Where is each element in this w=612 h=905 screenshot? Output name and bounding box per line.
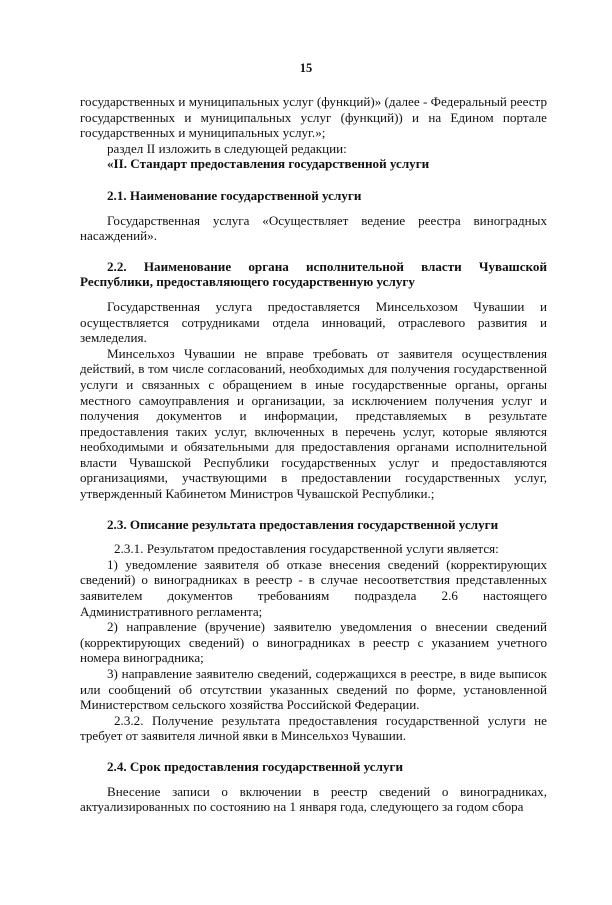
subsection-heading: 2.3. Описание результата предоставления государственной услуги <box>107 516 499 532</box>
paragraph: государственных и муниципальных услуг (функций)» (далее - Федеральный реестр государственных и муниципальных услуг (функций)) и на Едином портале государственных и муниципальных услуг.»; <box>80 94 547 141</box>
subsection-heading: 2.1. Наименование государственной услуги <box>107 187 362 203</box>
subsection-heading: 2.2. Наименование органа исполнительной власти Чувашской Республики, предоставляющего государственную услугу <box>80 258 547 290</box>
paragraph: 2.3.2. Получение результата предоставления государственной услуги не требует от заявителя личной явки в Минсельхоз Чувашии. <box>80 712 547 744</box>
list-item: 1) уведомление заявителя об отказе внесения сведений (корректирующих сведений) о виноградниках в реестр - в случае несоответствия представленных заявителем документов требованиям подраздела 2.6 настоящего Административного регламента; <box>80 556 547 619</box>
list-item: 2) направление (вручение) заявителю уведомления о внесении сведений (корректирующих сведений) о виноградниках в реестр с указанием учетного номера виноградника; <box>80 619 547 666</box>
paragraph: Минсельхоз Чувашии не вправе требовать от заявителя осуществления действий, в том числе согласований, необходимых для получения государственной услуги и связанных с обращением в иные государственные органы, органы местного самоуправления и организации, за исключением получения услуг и получения документов и информации, представляемых в результате предоставления таких услуг, включенных в перечень услуг, которые являются необходимыми и обязательными для предоставления органами исполнительной власти Чувашской Республики государственных услуг и предоставляются организациями, участвующими в предоставлении государственных услуг, утвержденный Кабинетом Министров Чувашской Республики.; <box>80 345 547 502</box>
paragraph: Государственная услуга предоставляется Минсельхозом Чувашии и осуществляется сотрудниками отдела инноваций, отраслевого развития и земледелия. <box>80 298 547 346</box>
document-body <box>80 94 547 815</box>
paragraph: Государственная услуга «Осуществляет ведение реестра виноградных насаждений». <box>80 212 547 244</box>
paragraph: раздел II изложить в следующей редакции: <box>107 140 347 156</box>
paragraph: 2.3.1. Результатом предоставления государственной услуги является: <box>114 541 499 557</box>
section-heading: «II. Стандарт предоставления государственной услуги <box>107 156 430 172</box>
subsection-heading: 2.4. Срок предоставления государственной услуги <box>107 758 404 774</box>
paragraph: Внесение записи о включении в реестр сведений о виноградниках, актуализированных по состоянию на 1 января года, следующего за годом сбора <box>80 783 547 815</box>
page-number: 15 <box>299 61 313 75</box>
list-item: 3) направление заявителю сведений, содержащихся в реестре, в виде выписок или сообщений об отсутствии указанных сведений по форме, установленной Министерством сельского хозяйства Российской Федерации. <box>80 666 547 713</box>
